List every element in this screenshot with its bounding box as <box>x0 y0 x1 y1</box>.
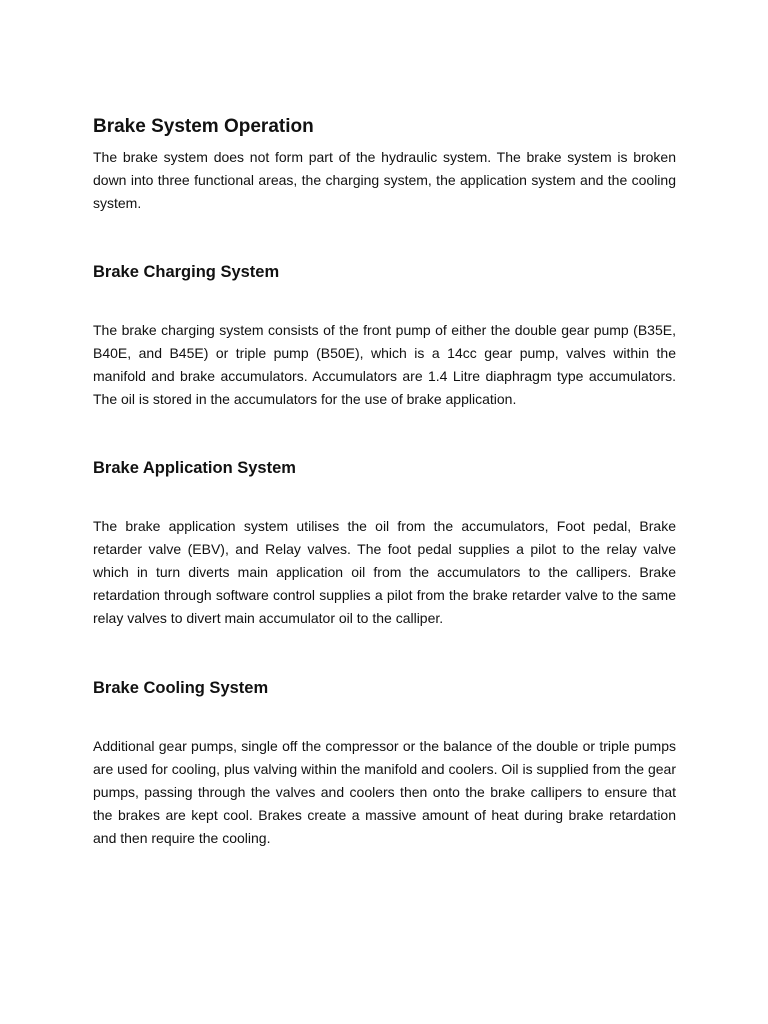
document-page <box>93 114 676 850</box>
intro-paragraph: The brake system does not form part of the hydraulic system. The brake system is broken down into three functional areas, the charging system, the application system and the cooling system. <box>93 149 676 211</box>
section-body-charging: The brake charging system consists of the front pump of either the double gear pump (B35E, B40E, and B45E) or triple pump (B50E), which is a 14cc gear pump, valves within the manifold and brake accumulators. Accumulators are 1.4 Litre diaphragm type accumulators. The oil is stored in the accumulators for the use of brake application. <box>93 322 676 407</box>
section-heading-charging: Brake Charging System <box>93 263 280 281</box>
document-title: Brake System Operation <box>93 116 314 137</box>
section-body-cooling: Additional gear pumps, single off the compressor or the balance of the double or triple pumps are used for cooling, plus valving within the manifold and coolers. Oil is supplied from the gear pumps, passing through the valves and coolers then onto the brake callipers to ensure that the brakes are kept cool. Brakes create a massive amount of heat during brake retardation and then require the cooling. <box>93 738 676 846</box>
section-body-application: The brake application system utilises the oil from the accumulators, Foot pedal, Brake retarder valve (EBV), and Relay valves. The foot pedal supplies a pilot to the relay valve which in turn diverts main application oil from the accumulators to the callipers. Brake retardation through software control supplies a pilot from the brake retarder valve to the same relay valves to divert main accumulator oil to the calliper. <box>93 518 676 626</box>
section-heading-cooling: Brake Cooling System <box>93 679 269 697</box>
section-heading-application: Brake Application System <box>93 459 296 477</box>
